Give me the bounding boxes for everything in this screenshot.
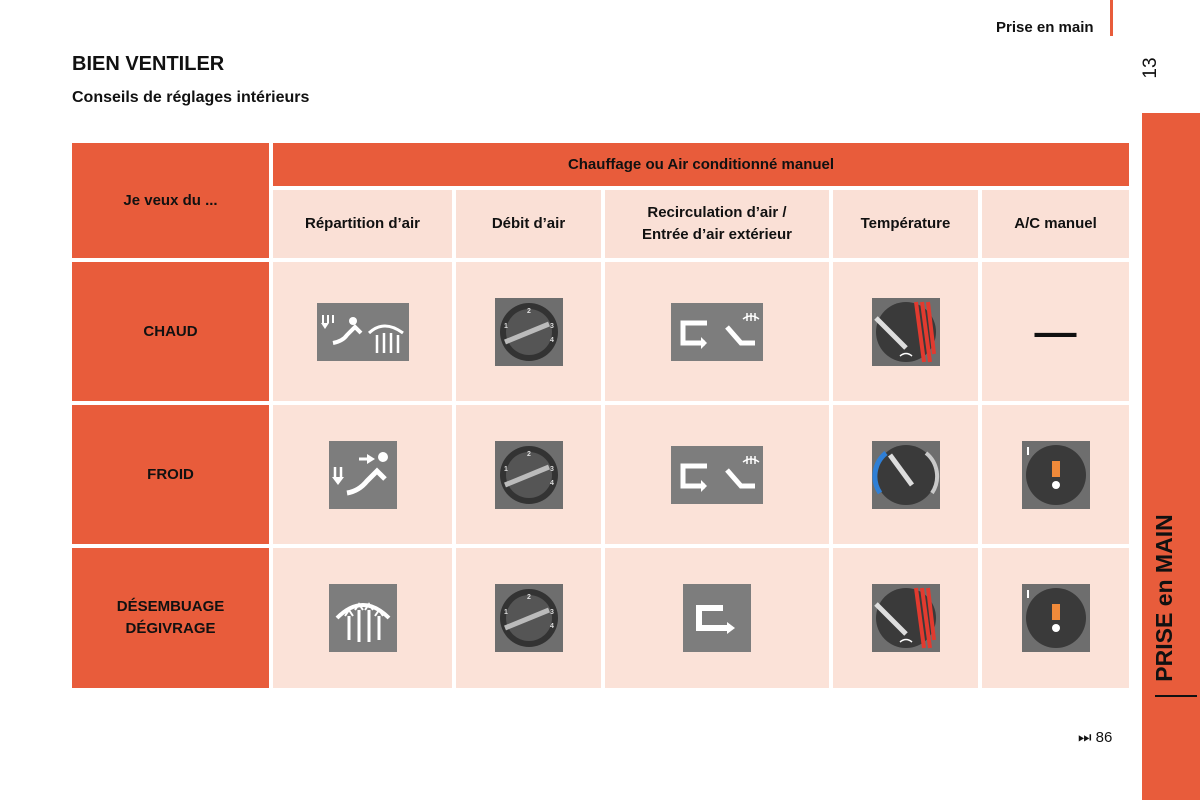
group-header: Chauffage ou Air conditionné manuel	[273, 143, 1129, 186]
temperature-hot-dial-icon	[872, 298, 940, 366]
column-header-recirculation: Recirculation d’air / Entrée d’air extérieur	[605, 190, 829, 258]
svg-text:4: 4	[549, 623, 554, 630]
fan-speed-dial-icon	[495, 584, 563, 652]
table-cell	[982, 405, 1129, 544]
row-label-cold: FROID	[72, 405, 269, 544]
ac-on-dial-icon	[1022, 584, 1090, 652]
svg-text:3: 3	[549, 609, 554, 616]
svg-text:2: 2	[526, 307, 531, 315]
recirculation-icon	[671, 446, 763, 504]
column-header-ac: A/C manuel	[982, 190, 1129, 258]
table-cell	[456, 548, 601, 688]
page-subtitle: Conseils de réglages intérieurs	[72, 89, 310, 106]
svg-text:1: 1	[503, 609, 508, 616]
svg-text:4: 4	[549, 479, 554, 487]
header-rule	[1110, 0, 1113, 36]
table-cell	[833, 262, 978, 401]
row-label-demist: DÉSEMBUAGE DÉGIVRAGE	[72, 548, 269, 688]
table-cell	[273, 548, 452, 688]
row-label-hot: CHAUD	[72, 262, 269, 401]
page-title: BIEN VENTILER	[72, 53, 225, 75]
table-cell	[833, 405, 978, 544]
table-cell	[605, 405, 829, 544]
column-header-temperature: Température	[833, 190, 978, 258]
svg-text:2: 2	[526, 594, 531, 601]
ac-off-dash: —	[1034, 307, 1077, 355]
section-title: Prise en main	[996, 19, 1094, 36]
fan-speed-dial-icon	[495, 441, 563, 509]
table-cell	[982, 262, 1129, 401]
column-header-air-flow: Débit d’air	[456, 190, 601, 258]
side-tab-underline	[1155, 695, 1197, 697]
temperature-hot-dial-icon	[872, 584, 940, 652]
table-cell	[273, 262, 452, 401]
svg-text:1: 1	[503, 322, 508, 330]
table-cell	[605, 548, 829, 688]
table-cell	[456, 405, 601, 544]
side-tab-label: PRISE en MAIN	[1151, 514, 1177, 682]
page-number: 13	[1140, 57, 1161, 79]
page-reference-link[interactable]: ⏭ 86	[1078, 729, 1113, 746]
recirculation-icon	[671, 303, 763, 361]
face-vent-icon	[329, 441, 397, 509]
table-cell	[456, 262, 601, 401]
svg-text:4: 4	[549, 336, 554, 344]
table-cell	[982, 548, 1129, 688]
feet-and-windscreen-icon	[317, 303, 409, 361]
column-header-air-distribution: Répartition d’air	[273, 190, 452, 258]
outside-air-icon	[683, 584, 751, 652]
temperature-cold-dial-icon	[872, 441, 940, 509]
svg-text:3: 3	[549, 465, 554, 473]
windscreen-demist-icon	[329, 584, 397, 652]
svg-text:2: 2	[526, 450, 531, 458]
svg-text:1: 1	[503, 465, 508, 473]
table-cell	[605, 262, 829, 401]
ac-on-dial-icon	[1022, 441, 1090, 509]
fan-speed-dial-icon	[495, 298, 563, 366]
table-cell	[833, 548, 978, 688]
corner-cell: Je veux du ...	[72, 143, 269, 258]
table-cell	[273, 405, 452, 544]
svg-text:3: 3	[549, 322, 554, 330]
